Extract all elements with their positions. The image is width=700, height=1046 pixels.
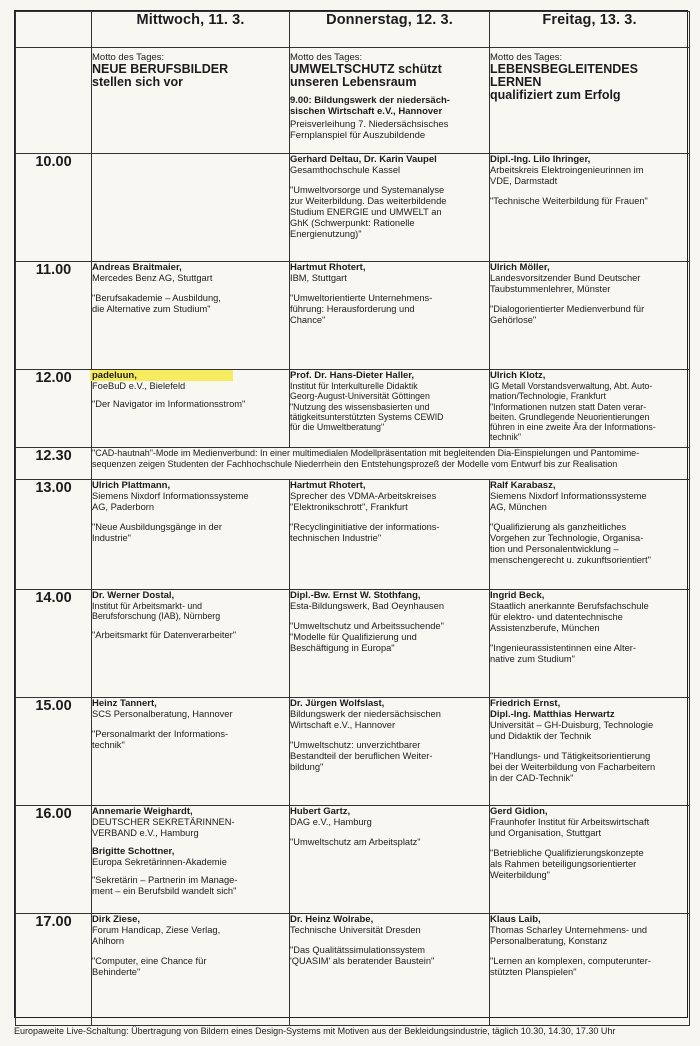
topic-line: "Ingenieurassistentinnen eine Alter- xyxy=(490,643,636,653)
slot-cell xyxy=(490,698,690,806)
speaker-name: Klaus Laib, xyxy=(490,914,541,925)
speaker-org xyxy=(92,381,289,392)
speaker-name: Dipl.-Ing. Lilo Ihringer, xyxy=(490,154,591,165)
talk-topic xyxy=(490,643,689,665)
slot-cell xyxy=(290,480,490,590)
speaker-name: Hartmut Rhotert, xyxy=(290,480,366,491)
spanning-event xyxy=(92,448,690,480)
slot-cell xyxy=(490,370,690,448)
topic-line: tion und Personalentwicklung – xyxy=(490,544,619,554)
speaker-name: Dipl.-Bw. Ernst W. Stothfang, xyxy=(290,590,421,601)
topic-line: "Berufsakademie – Ausbildung, xyxy=(92,293,221,303)
talk-topic xyxy=(490,956,689,978)
topic-line: Bestandteil der beruflichen Weiter- xyxy=(290,751,433,761)
talk-topic xyxy=(290,522,489,544)
org-line: Forum Handicap, Ziese Verlag, xyxy=(92,925,221,935)
slot-cell xyxy=(92,698,290,806)
speaker-name: Gerd Gidion, xyxy=(490,806,548,817)
slot-cell xyxy=(92,480,290,590)
motto-title-line: NEUE BERUFSBILDER xyxy=(92,62,229,76)
org-line: IG Metall Vorstandsverwaltung, Abt. Auto- xyxy=(490,381,653,391)
slot-cell xyxy=(490,806,690,914)
topic-line: "Neue Ausbildungsgänge in der xyxy=(92,522,222,532)
speaker-org xyxy=(290,601,489,612)
speaker-name: Prof. Dr. Hans-Dieter Haller, xyxy=(290,370,415,381)
motto-sub xyxy=(290,119,489,141)
slot-row-1200 xyxy=(16,370,690,448)
talk-topic xyxy=(92,875,289,897)
speaker-name: Ralf Karabasz, xyxy=(490,480,556,491)
topic-line: Gehörlose" xyxy=(490,315,537,325)
org-line: Siemens Nixdorf Informationssysteme xyxy=(92,491,249,501)
speaker-org xyxy=(290,491,489,513)
talk-topic xyxy=(490,522,689,566)
org-line: Sprecher des VDMA-Arbeitskreises xyxy=(290,491,437,501)
topic-line: Industrie" xyxy=(92,533,131,543)
slot-row-1300 xyxy=(16,480,690,590)
topic-line: "Umweltschutz am Arbeitsplatz" xyxy=(290,837,421,847)
speaker-org xyxy=(290,273,489,284)
speaker-org xyxy=(290,817,489,828)
motto-sub-line: Preisverleihung 7. Niedersächsisches xyxy=(290,119,449,130)
slot-cell xyxy=(92,806,290,914)
talk-topic xyxy=(290,293,489,326)
org-line: und Didaktik der Technik xyxy=(490,731,592,741)
topic-line: beiten. Grundlegende Neuorientierungen xyxy=(490,412,650,422)
slot-cell xyxy=(92,914,290,1026)
topic-line: "Umweltschutz und Arbeitssuchende" xyxy=(290,621,444,631)
speaker-org xyxy=(490,273,689,295)
corner-cell xyxy=(16,12,92,48)
event-line: "CAD-hautnah"-Mode im Medienverbund: In einer multimedialen Modellpräsentation mit begleitenden Dia-Einspielungen und Pantomime- xyxy=(92,448,640,458)
speaker-org xyxy=(490,601,689,634)
org-line: Arbeitskreis Elektroingenieurinnen im xyxy=(490,165,644,175)
org-line: Assistenzberufe, München xyxy=(490,623,600,633)
topic-line: Beschäftigung in Europa" xyxy=(290,643,395,653)
slot-row-1700 xyxy=(16,914,690,1026)
topic-line: "Modelle für Qualifizierung und xyxy=(290,632,417,642)
speaker-org xyxy=(92,491,289,513)
topic-line: stützten Planspielen" xyxy=(490,967,577,977)
topic-line: "Der Navigator im Informationsstrom" xyxy=(92,399,246,409)
motto-label: Motto des Tages: xyxy=(290,52,363,63)
topic-line: ment – ein Berufsbild wandelt sich" xyxy=(92,886,237,896)
speaker-name: Dipl.-Ing. Matthias Herwartz xyxy=(490,709,615,720)
motto-title-line: qualifiziert zum Erfolg xyxy=(490,88,621,102)
topic-line: "Technische Weiterbildung für Frauen" xyxy=(490,196,648,206)
motto-row xyxy=(16,48,690,154)
org-line: Siemens Nixdorf Informationssysteme xyxy=(490,491,647,501)
talk-topic xyxy=(92,399,289,410)
org-line: Esta-Bildungswerk, Bad Oeynhausen xyxy=(290,601,445,611)
time-label: 17.00 xyxy=(16,914,92,1026)
motto-note xyxy=(290,95,489,117)
org-line: und Organisation, Stuttgart xyxy=(490,828,602,838)
slot-cell xyxy=(490,590,690,698)
speaker-name: Dr. Heinz Wolrabe, xyxy=(290,914,374,925)
talk-topic xyxy=(92,956,289,978)
topic-line: als Rahmen beteiligungsorientierter xyxy=(490,859,637,869)
topic-line: "Recyclinginitiative der informations- xyxy=(290,522,440,532)
speaker-name: Andreas Braitmaier, xyxy=(92,262,182,273)
topic-line: "Dialogorientierter Medienverbund für xyxy=(490,304,645,314)
topic-line: bei der Weiterbildung von Facharbeitern xyxy=(490,762,656,772)
speaker-org xyxy=(490,720,689,742)
motto-label: Motto des Tages: xyxy=(490,52,563,63)
speaker-org xyxy=(490,491,689,513)
topic-line: technischen Industrie" xyxy=(290,533,382,543)
org-line: Georg-August-Universität Göttingen xyxy=(290,391,430,401)
org-line: FoeBuD e.V., Bielefeld xyxy=(92,381,186,391)
topic-line: "Qualifizierung als ganzheitliches xyxy=(490,522,627,532)
speaker-name: Brigitte Schottner, xyxy=(92,846,175,857)
speaker-name: Dr. Werner Dostal, xyxy=(92,590,175,601)
topic-line: "Arbeitsmarkt für Datenverarbeiter" xyxy=(92,630,237,640)
motto-title-line: stellen sich vor xyxy=(92,75,184,89)
topic-line: "Umweltvorsorge und Systemanalyse xyxy=(290,185,445,195)
slot-cell xyxy=(92,590,290,698)
topic-line: bildung" xyxy=(290,762,324,772)
org-line: SCS Personalberatung, Hannover xyxy=(92,709,233,719)
time-label: 12.00 xyxy=(16,370,92,448)
org-line: VERBAND e.V., Hamburg xyxy=(92,828,199,838)
slot-cell xyxy=(290,154,490,262)
motto-title-line: unseren Lebensraum xyxy=(290,75,417,89)
time-label: 10.00 xyxy=(16,154,92,262)
topic-line: "Informationen nutzen statt Daten verar- xyxy=(490,402,647,412)
day-header-friday: Freitag, 13. 3. xyxy=(490,12,690,48)
org-line: Institut für Arbeitsmarkt- und xyxy=(92,601,203,611)
talk-topic xyxy=(92,630,289,641)
speaker-org xyxy=(290,381,489,401)
topic-line: Chance" xyxy=(290,315,326,325)
topic-line: "Lernen an komplexen, computerunter- xyxy=(490,956,651,966)
org-line: "Elektronikschrott", Frankfurt xyxy=(290,502,408,512)
speaker-org xyxy=(290,165,489,176)
talk-topic xyxy=(290,945,489,967)
slot-cell xyxy=(490,480,690,590)
org-line: Institut für Interkulturelle Didaktik xyxy=(290,381,418,391)
speaker-org xyxy=(92,857,289,868)
topic-line: Weiterbildung" xyxy=(490,870,550,880)
slot-cell xyxy=(290,262,490,370)
speaker-name: Heinz Tannert, xyxy=(92,698,157,709)
slot-row-1100 xyxy=(16,262,690,370)
org-line: Berufsforschung (IAB), Nürnberg xyxy=(92,611,221,621)
speaker-name: Ulrich Plattmann, xyxy=(92,480,171,491)
slot-cell xyxy=(92,370,290,448)
talk-topic xyxy=(290,621,489,654)
org-line: Ahlhorn xyxy=(92,936,125,946)
topic-line: die Alternative zum Studium" xyxy=(92,304,211,314)
topic-line: 'QUASIM' als beratender Baustein" xyxy=(290,956,435,966)
topic-line: "Betriebliche Qualifizierungskonzepte xyxy=(490,848,644,858)
slot-cell-empty xyxy=(92,154,290,262)
speaker-org xyxy=(290,925,489,936)
speaker-name-highlighted xyxy=(92,370,289,381)
org-line: Europa Sekretärinnen-Akademie xyxy=(92,857,227,867)
org-line: Landesvorsitzender Bund Deutscher xyxy=(490,273,641,283)
topic-line: GhK (Schwerpunkt: Rationelle xyxy=(290,218,415,228)
org-line: Taubstummenlehrer, Münster xyxy=(490,284,611,294)
org-line: Staatlich anerkannte Berufsfachschule xyxy=(490,601,649,611)
speaker-name: Gerhard Deltau, Dr. Karin Vaupel xyxy=(290,154,437,165)
org-line: IBM, Stuttgart xyxy=(290,273,347,283)
time-label: 16.00 xyxy=(16,806,92,914)
time-label: 15.00 xyxy=(16,698,92,806)
topic-line: führung: Herausforderung und xyxy=(290,304,415,314)
slot-row-1400 xyxy=(16,590,690,698)
org-line: Gesamthochschule Kassel xyxy=(290,165,401,175)
speaker-org xyxy=(92,925,289,947)
org-line: Wirtschaft e.V., Hannover xyxy=(290,720,396,730)
talk-topic xyxy=(290,837,489,848)
topic-line: "Umweltschutz: unverzichtbarer xyxy=(290,740,421,750)
topic-line: "Nutzung des wissensbasierten und xyxy=(290,402,430,412)
motto-title-line: UMWELTSCHUTZ schützt xyxy=(290,62,442,76)
motto-note-line: 9.00: Bildungswerk der niedersäch- xyxy=(290,95,450,106)
talk-topic xyxy=(290,402,489,432)
org-line: für elektro- und datentechnische xyxy=(490,612,623,622)
topic-line: native zum Studium" xyxy=(490,654,575,664)
day-header-row xyxy=(16,12,690,48)
speaker-name: Ulrich Möller, xyxy=(490,262,550,273)
org-line: DAG e.V., Hamburg xyxy=(290,817,372,827)
motto-day3 xyxy=(490,48,690,154)
topic-line: Studium ENERGIE und UMWELT an xyxy=(290,207,442,217)
slot-row-1600 xyxy=(16,806,690,914)
topic-line: Energienutzung)" xyxy=(290,229,362,239)
event-line: sequenzen zeigen Studenten der Fachhochschule Niederrhein den Entstehungsprozeß der Modelle vom Entwurf bis zur Realisation xyxy=(92,458,618,469)
slot-cell xyxy=(490,262,690,370)
org-line: Bildungswerk der niedersächsischen xyxy=(290,709,441,719)
slot-row-1500 xyxy=(16,698,690,806)
org-line: AG, Paderborn xyxy=(92,502,155,512)
speaker-org xyxy=(490,925,689,947)
talk-topic xyxy=(490,304,689,326)
org-line: mation/Technologie, Frankfurt xyxy=(490,391,606,401)
speaker-name: Hubert Gartz, xyxy=(290,806,351,817)
topic-line: menschengerecht u. zukunftsorientiert" xyxy=(490,555,651,565)
org-line: Technische Universität Dresden xyxy=(290,925,421,935)
org-line: Universität – GH-Duisburg, Technologie xyxy=(490,720,654,730)
speaker-name: Friedrich Ernst, xyxy=(490,698,561,709)
slot-cell xyxy=(290,698,490,806)
speaker-org xyxy=(92,273,289,284)
topic-line: zur Weiterbildung. Das weiterbildende xyxy=(290,196,447,206)
speaker-name: Ulrich Klotz, xyxy=(490,370,546,381)
topic-line: technik" xyxy=(490,432,521,442)
slot-row-1000 xyxy=(16,154,690,262)
speaker-org xyxy=(92,817,289,839)
speaker-org xyxy=(92,601,289,621)
topic-line: "Das Qualitätssimulationssystem xyxy=(290,945,426,955)
slot-cell xyxy=(92,262,290,370)
talk-topic xyxy=(490,848,689,881)
talk-topic xyxy=(290,740,489,773)
org-line: DEUTSCHER SEKRETÄRINNEN- xyxy=(92,817,235,827)
slot-cell xyxy=(290,806,490,914)
topic-line: "Computer, eine Chance für xyxy=(92,956,207,966)
topic-line: führen in eine zweite Ära der Informations- xyxy=(490,422,656,432)
motto-day2 xyxy=(290,48,490,154)
talk-topic xyxy=(92,522,289,544)
speaker-org xyxy=(92,709,289,720)
time-label: 13.00 xyxy=(16,480,92,590)
slot-cell xyxy=(290,370,490,448)
topic-line: "Handlungs- und Tätigkeitsorientierung xyxy=(490,751,651,761)
speaker-name: Ingrid Beck, xyxy=(490,590,545,601)
talk-topic xyxy=(92,293,289,315)
speaker-org xyxy=(490,381,689,401)
talk-topic xyxy=(490,402,689,442)
topic-line: in der CAD-Technik" xyxy=(490,773,574,783)
topic-line: Vorgehen zur Technologie, Organisa- xyxy=(490,533,644,543)
day-header-thursday: Donnerstag, 12. 3. xyxy=(290,12,490,48)
slot-cell xyxy=(490,154,690,262)
time-label: 11.00 xyxy=(16,262,92,370)
org-line: Fraunhofer Institut für Arbeitswirtschaft xyxy=(490,817,650,827)
topic-line: Behinderte" xyxy=(92,967,141,977)
footer-note: Europaweite Live-Schaltung: Übertragung von Bildern eines Design-Systems mit Motiven aus der Bekleidungsindustrie, täglich 10.30, 14.30, 17.30 Uhr xyxy=(14,1026,616,1036)
speaker-name: Annemarie Weighardt, xyxy=(92,806,193,817)
motto-note-line: sischen Wirtschaft e.V., Hannover xyxy=(290,106,443,117)
topic-line: technik" xyxy=(92,740,125,750)
org-line: Personalberatung, Konstanz xyxy=(490,936,608,946)
talk-topic xyxy=(92,729,289,751)
speaker-name: Dr. Jürgen Wolfslast, xyxy=(290,698,385,709)
topic-line: für die Umweltberatung" xyxy=(290,422,385,432)
slot-cell xyxy=(290,914,490,1026)
motto-time-cell xyxy=(16,48,92,154)
org-line: Mercedes Benz AG, Stuttgart xyxy=(92,273,213,283)
slot-cell xyxy=(290,590,490,698)
day-header-wednesday: Mittwoch, 11. 3. xyxy=(92,12,290,48)
speaker-name: Dirk Ziese, xyxy=(92,914,141,925)
org-line: VDE, Darmstadt xyxy=(490,176,558,186)
time-label: 12.30 xyxy=(16,448,92,480)
topic-line: "Umweltorientierte Unternehmens- xyxy=(290,293,433,303)
highlight-marker: padeluun, xyxy=(90,370,233,381)
schedule-sheet xyxy=(14,10,688,1018)
motto-day1 xyxy=(92,48,290,154)
speaker-org xyxy=(490,165,689,187)
topic-line: "Sekretärin – Partnerin im Manage- xyxy=(92,875,238,885)
talk-topic xyxy=(490,196,689,207)
speaker-org xyxy=(290,709,489,731)
motto-sub-line: Fernplanspiel für Auszubildende xyxy=(290,130,426,141)
speaker-name: Hartmut Rhotert, xyxy=(290,262,366,273)
speaker-org xyxy=(490,817,689,839)
topic-line: "Personalmarkt der Informations- xyxy=(92,729,229,739)
org-line: AG, München xyxy=(490,502,547,512)
org-line: Thomas Scharley Unternehmens- und xyxy=(490,925,648,935)
schedule-table xyxy=(15,11,690,1026)
motto-title-line: LERNEN xyxy=(490,75,542,89)
slot-row-1230 xyxy=(16,448,690,480)
topic-line: tätigkeitsunterstützten Systems CEWID xyxy=(290,412,444,422)
time-label: 14.00 xyxy=(16,590,92,698)
talk-topic xyxy=(490,751,689,784)
motto-label: Motto des Tages: xyxy=(92,52,165,63)
motto-title-line: LEBENSBEGLEITENDES xyxy=(490,62,638,76)
slot-cell xyxy=(490,914,690,1026)
talk-topic xyxy=(290,185,489,240)
